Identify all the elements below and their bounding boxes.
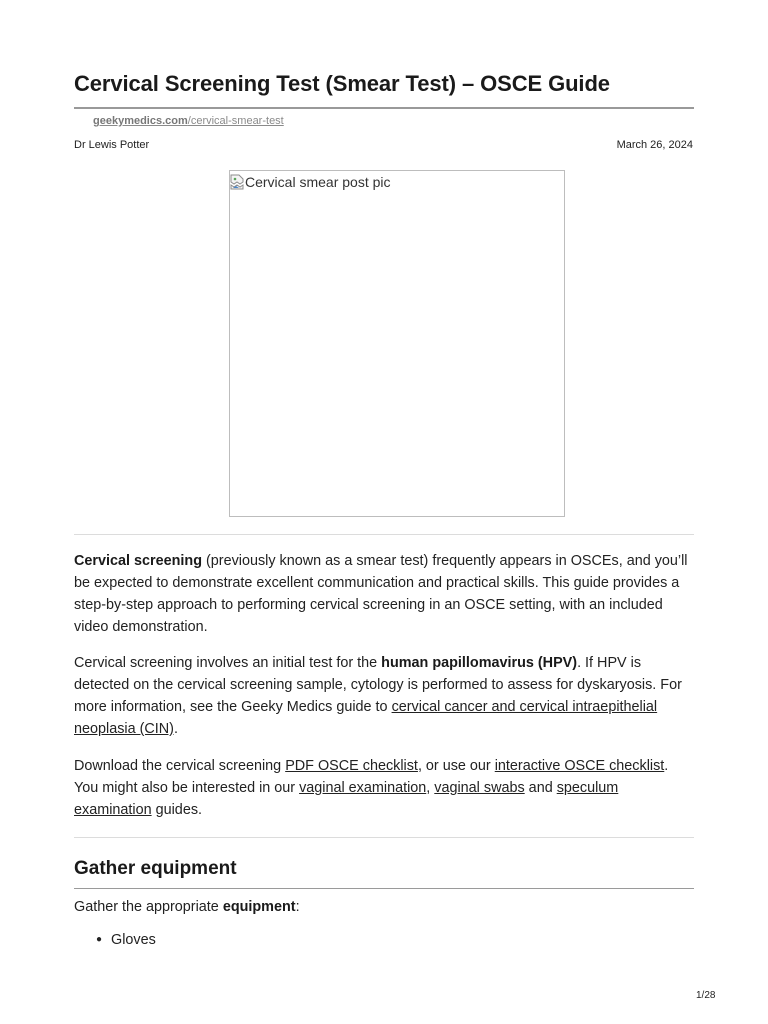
section-divider [74,534,694,535]
pdf-checklist-link[interactable]: PDF OSCE checklist [285,758,418,774]
interactive-checklist-link[interactable]: interactive OSCE checklist [494,758,665,774]
paragraph-text: Download the cervical screening [74,758,286,774]
source-path: /cervical-smear-test [187,115,284,127]
broken-image-icon [230,174,244,190]
bold-term: equipment [222,899,296,915]
paragraph-text: . If HPV is detected on the cervical screening sample, cytology is performed to assess for dyskaryosis. For more information, see the Geeky Medics guide to [74,655,682,715]
bold-term: human papillomavirus (HPV) [381,655,578,671]
source-domain: geekymedics.com [93,115,188,127]
section-intro [74,896,694,918]
section-divider [74,837,694,838]
paragraph-text: : [295,899,300,915]
bold-term: Cervical screening [74,553,202,569]
image-alt-label: Cervical smear post pic [245,174,391,190]
paragraph-text: Gather the appropriate [74,899,223,915]
author: Dr Lewis Potter [74,139,150,151]
vaginal-examination-link[interactable]: vaginal examination [299,780,427,796]
list-item-label: Gloves [111,932,156,948]
publish-date: March 26, 2024 [616,139,693,151]
cin-guide-link[interactable]: cervical cancer and cervical intraepithelial neoplasia (CIN) [74,699,658,737]
intro-paragraph-1 [74,550,694,638]
intro-paragraph-3 [74,755,694,821]
paragraph-text: and [524,780,557,796]
section-heading: Gather equipment [74,858,237,879]
page-title: Cervical Screening Test (Smear Test) – OSCE Guide [74,71,610,96]
heading-divider [74,888,694,889]
vaginal-swabs-link[interactable]: vaginal swabs [434,780,525,796]
paragraph-text: . [173,721,178,737]
paragraph-text: . You might also be interested in our [74,758,669,796]
paragraph-text: , [426,780,435,796]
list-item [96,932,156,948]
bullet-icon: ● [96,934,103,945]
page-number: 1/28 [696,990,716,1001]
equipment-list [96,932,156,948]
speculum-examination-link[interactable]: speculum examination [74,780,619,818]
paragraph-text: , or use our [417,758,495,774]
paragraph-text: (previously known as a smear test) frequently appears in OSCEs, and you’ll be expected to demonstrate excellent communication and practical skills. This guide provides a step-by-step approach to performing cervical screening in an OSCE setting, with an included video demonstration. [74,553,688,635]
image-alt-text [230,174,391,190]
paragraph-text: Cervical screening involves an initial test for the [74,655,382,671]
title-divider [74,107,694,109]
hero-image-placeholder [229,170,565,517]
source-link[interactable] [93,115,284,127]
intro-paragraph-2 [74,652,694,740]
paragraph-text: guides. [151,802,203,818]
